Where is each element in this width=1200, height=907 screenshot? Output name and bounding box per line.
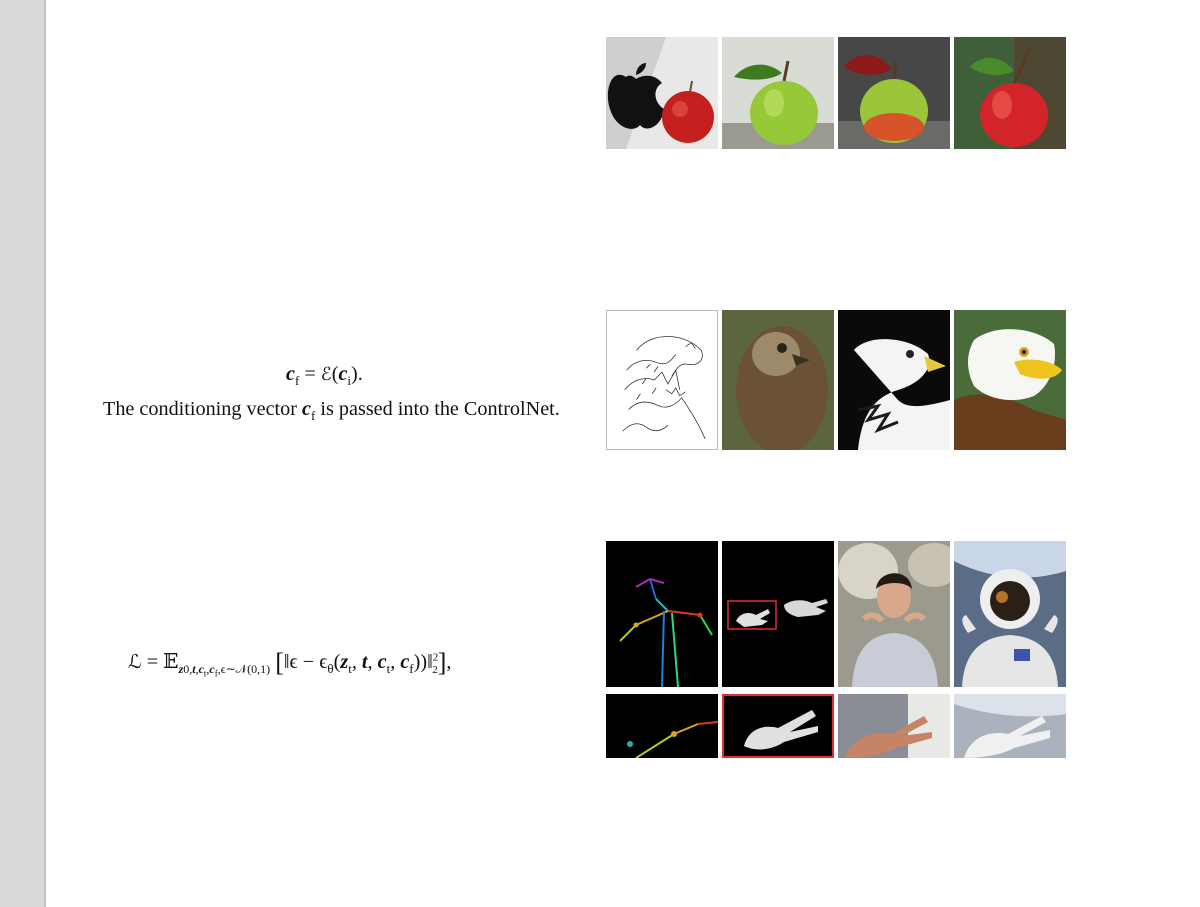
- figure-5-without-cfg-rw-image: [838, 310, 950, 450]
- viewer-page-edge: [44, 0, 46, 907]
- figure-6-pose-map-image: [606, 541, 718, 687]
- figure-6-astronaut-image: [954, 541, 1066, 687]
- figure-6-pose-crop-image: [606, 694, 718, 758]
- figure-4-step-100-image: [722, 37, 834, 149]
- figure-6-depth-crop-image: [722, 694, 834, 758]
- figure-5-without-cfg-image: [722, 310, 834, 450]
- figure-6-boy-image: [838, 541, 950, 687]
- figure-4-step-2000-image: [954, 37, 1066, 149]
- equation-5-body: ℒ = 𝔼$_{z0,t,c_t,c_f,\epsilon\sim 𝒩(0,1)}$ [‖ϵ − $\epsilon_\theta(z_t$, t, $c_t$, $c_f))‖^2_2$],: [128, 648, 452, 679]
- figure-5-canny-map-image: [606, 310, 718, 450]
- figure-4-step-1000-image: [838, 37, 950, 149]
- figure-6-astronaut-crop-image: [954, 694, 1066, 758]
- equation-5: [103, 645, 563, 679]
- equation-4: [103, 363, 563, 389]
- figure-4-test-input-image: [606, 37, 718, 149]
- viewer-left-gutter: [0, 0, 44, 907]
- figure-5-full-image: [954, 310, 1066, 450]
- figure-6-depth-map-image: [722, 541, 834, 687]
- conditioning-sentence: The conditioning vector $c_f$ is passed into the ControlNet.: [103, 398, 560, 424]
- equation-4-body: $c_f$ = $ℰ(c_i)$.: [286, 363, 363, 389]
- figure-6-boy-crop-image: [838, 694, 950, 758]
